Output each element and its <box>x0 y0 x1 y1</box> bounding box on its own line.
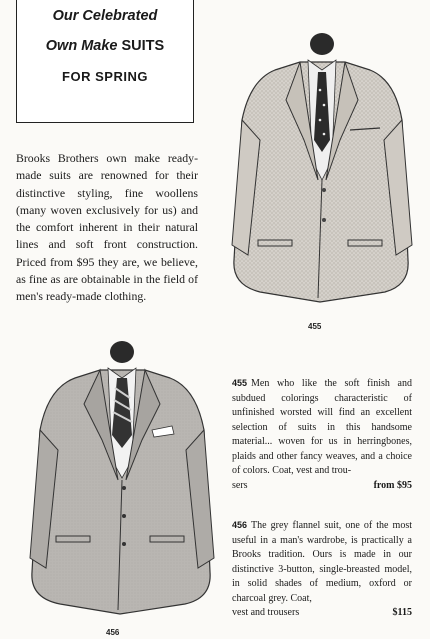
item-tail: sers <box>232 479 248 491</box>
item-price: from $95 <box>373 479 412 491</box>
title-box <box>16 0 194 123</box>
suit-illustration-456 <box>20 340 220 620</box>
title-line-2-suits: SUITS <box>121 38 165 54</box>
item-text: The grey flannel suit, one of the most useful in a man's wardrobe, is practically a Brooks tradition. Ours is made in our distinctive 3-button, single-breasted model, in solid shades of medium, oxford or charcoal grey. Coat, <box>232 520 412 604</box>
item-description-456 <box>232 518 412 621</box>
item-text: Men who like the soft finish and subdued colorings characteristic of unfinished worsted will find an excellent selection of suits in this handsome material... woven for us in herringbones, plaids and other fancy weaves, and a choice of colors. Coat, vest and trou- <box>232 378 412 476</box>
item-price: $115 <box>392 607 412 618</box>
suit-illustration-455 <box>220 30 420 310</box>
item-number: 455 <box>232 378 248 388</box>
figure-label-455: 455 <box>308 322 322 331</box>
title-line-1: Our Celebrated <box>52 8 158 24</box>
price-row <box>232 479 412 494</box>
title-line-2-prefix: Own Make <box>45 38 122 54</box>
intro-paragraph: Brooks Brothers own make ready-made suits are renowned for their distinctive styling, fine woollens (many woven exclusively for us) and the comfort inherent in their natural lines and soft front construction. Priced from $95 they are, we believe, as fine as are obtainable in the field of men's ready-made clothing. <box>16 151 198 304</box>
title-line-3: FOR SPRING <box>62 69 148 84</box>
item-number: 456 <box>232 520 248 530</box>
title-line-2 <box>17 39 193 54</box>
item-description-455 <box>232 376 412 493</box>
price-row <box>232 606 412 621</box>
item-tail: vest and trousers <box>232 607 300 618</box>
figure-label-456: 456 <box>106 628 120 637</box>
